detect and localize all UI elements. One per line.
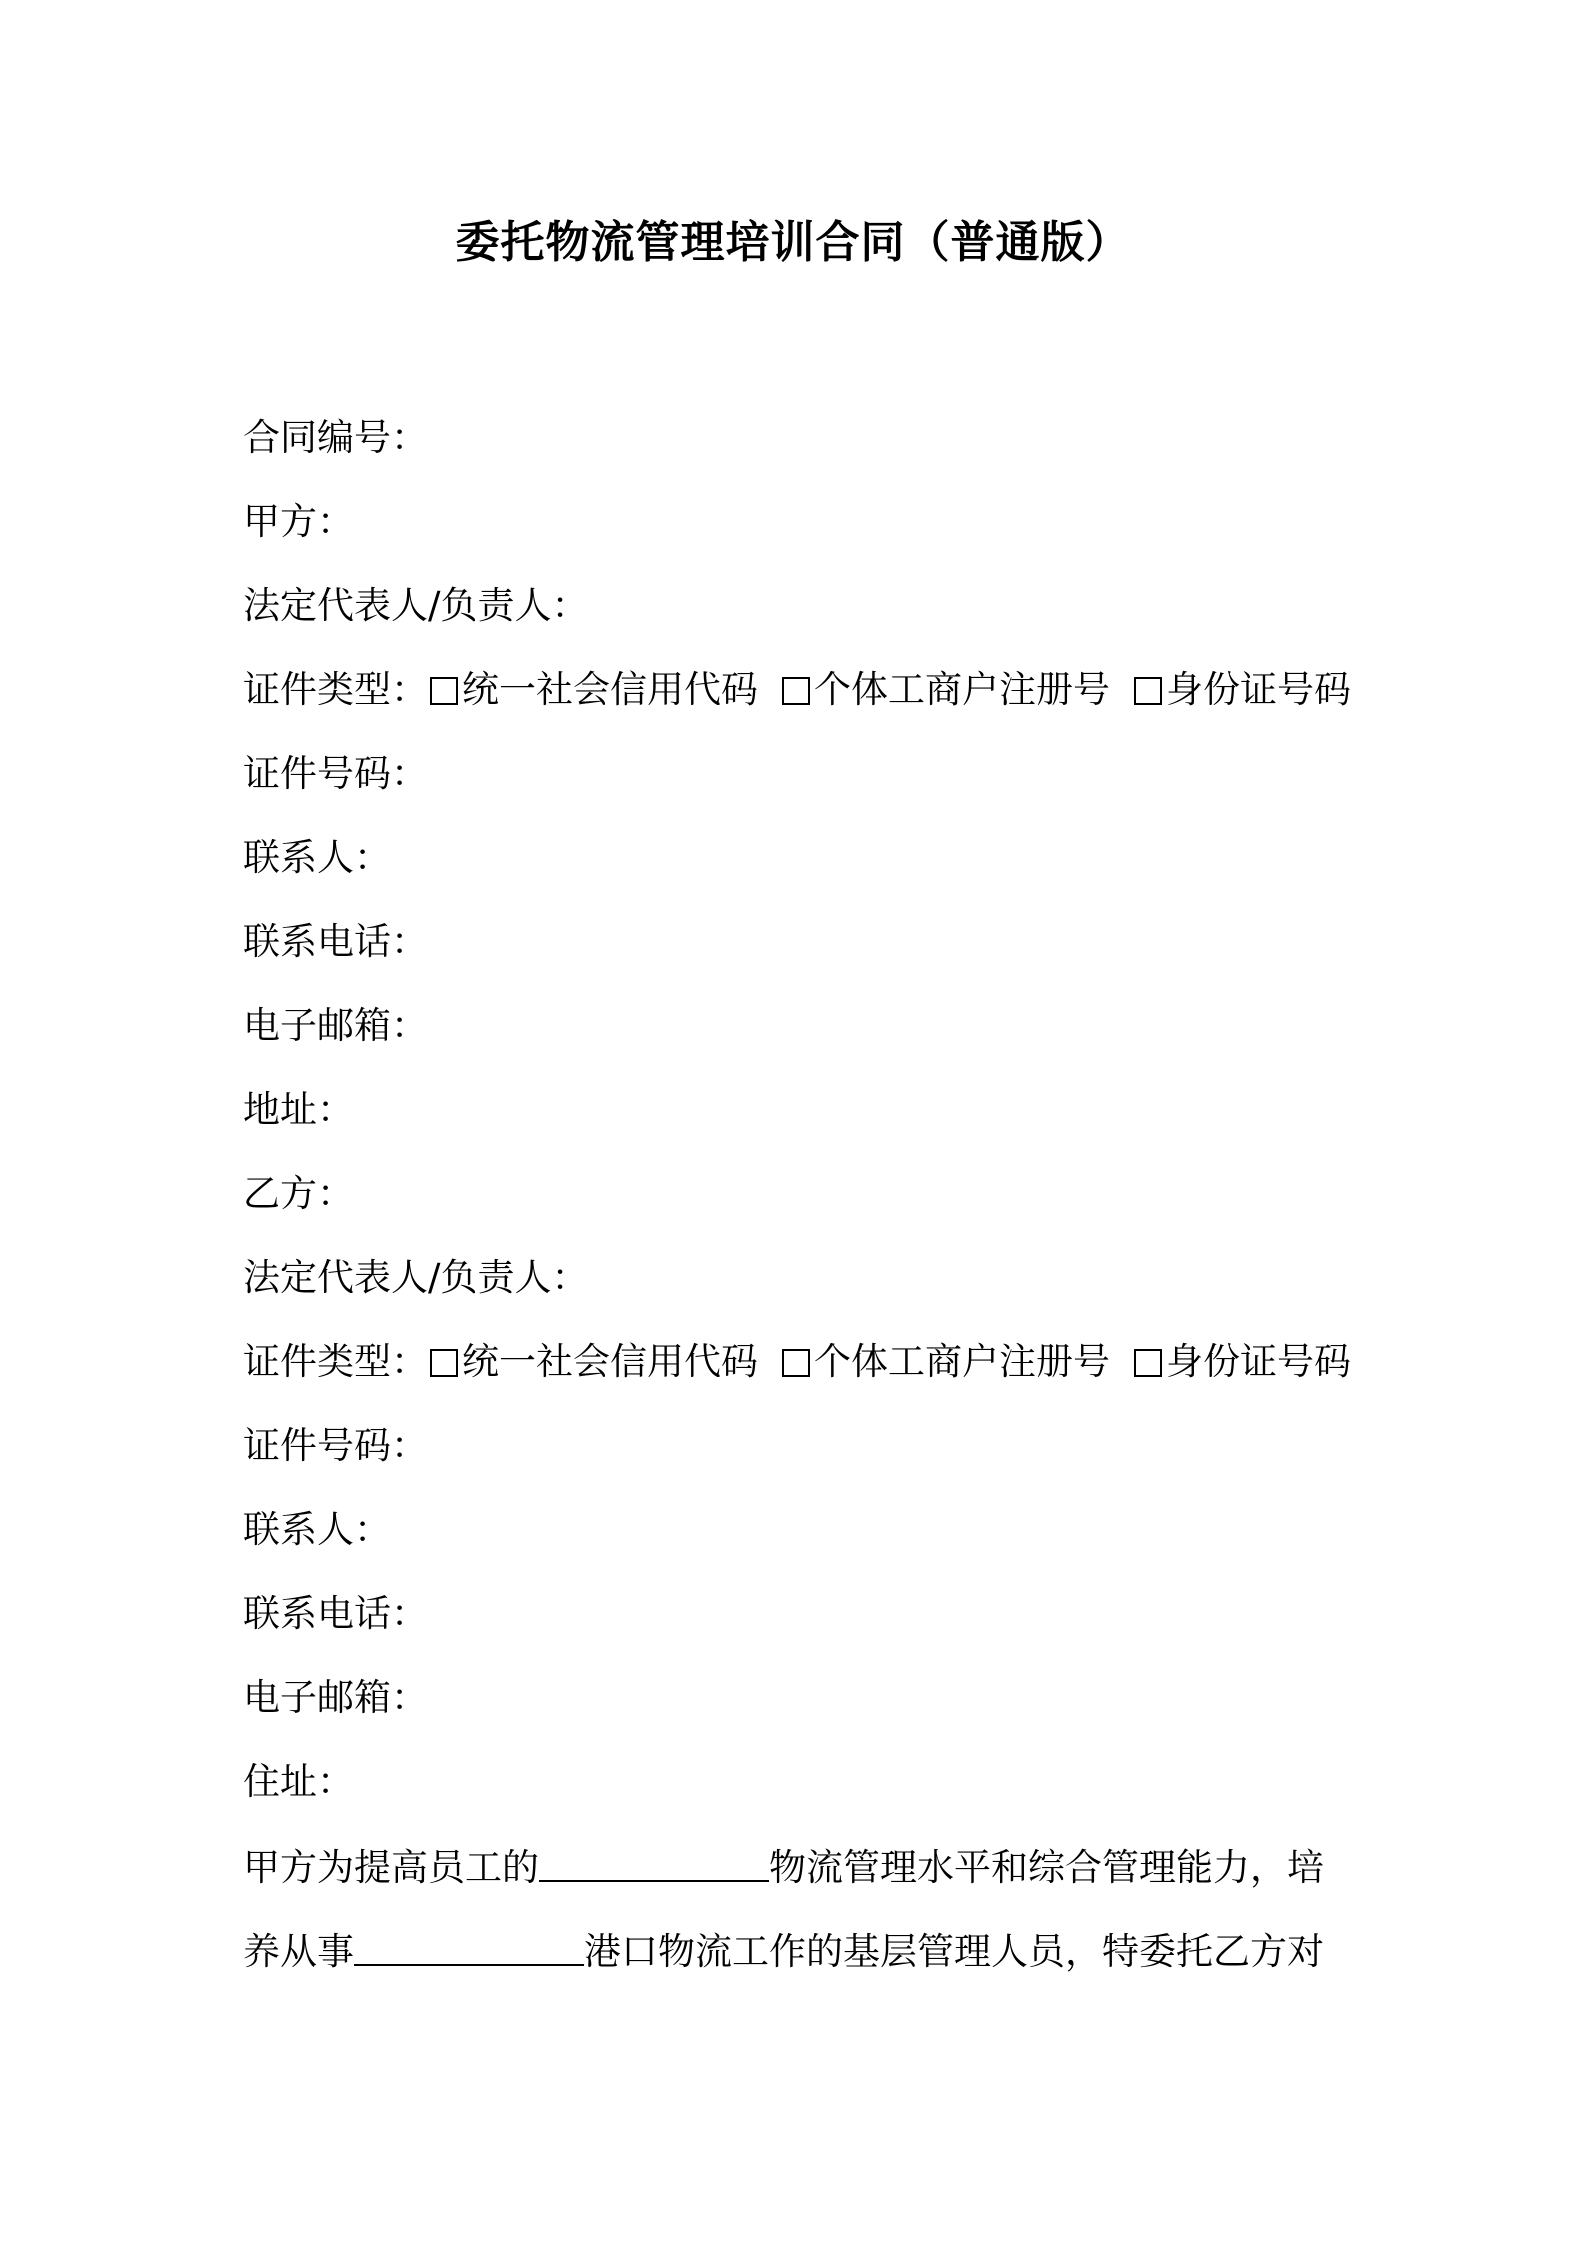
checkbox-icon[interactable] xyxy=(1134,1349,1162,1377)
party-b-id-type-field xyxy=(243,1332,1353,1416)
field-label: 联系人： xyxy=(243,1508,391,1551)
party-a-id-number-field xyxy=(243,744,1353,828)
party-b-id-number-field xyxy=(243,1416,1353,1500)
field-label: 证件号码： xyxy=(243,1424,428,1467)
id-type-option[interactable] xyxy=(428,668,758,711)
field-label: 甲方： xyxy=(243,500,354,543)
field-label: 电子邮箱： xyxy=(243,1004,428,1047)
id-type-option[interactable] xyxy=(428,1340,758,1383)
party-a-contact-field xyxy=(243,828,1353,912)
field-label: 地址： xyxy=(243,1088,354,1131)
paragraph-text: 港口物流工作的基层管理人员，特委托乙方对 xyxy=(584,1930,1324,1973)
option-label: 统一社会信用代码 xyxy=(462,668,758,711)
field-label: 联系电话： xyxy=(243,1592,428,1635)
field-label: 法定代表人/负责人： xyxy=(243,1256,589,1299)
option-label: 身份证号码 xyxy=(1166,668,1351,711)
party-b-address-field xyxy=(243,1752,1353,1836)
party-b-phone-field xyxy=(243,1584,1353,1668)
field-label: 电子邮箱： xyxy=(243,1676,428,1719)
fill-in-blank[interactable] xyxy=(539,1836,769,1882)
paragraph-line xyxy=(243,1920,1353,2004)
paragraph-line xyxy=(243,1836,1353,1920)
checkbox-icon[interactable] xyxy=(782,1349,810,1377)
field-label: 住址： xyxy=(243,1760,354,1803)
contract-body xyxy=(243,408,1353,2004)
party-a-phone-field xyxy=(243,912,1353,996)
contract-number-field xyxy=(243,408,1353,492)
field-label: 证件号码： xyxy=(243,752,428,795)
id-type-option[interactable] xyxy=(780,668,1110,711)
party-a-email-field xyxy=(243,996,1353,1080)
party-a-field xyxy=(243,492,1353,576)
option-label: 个体工商户注册号 xyxy=(814,668,1110,711)
field-label: 联系人： xyxy=(243,836,391,879)
checkbox-icon[interactable] xyxy=(430,677,458,705)
party-b-field xyxy=(243,1164,1353,1248)
party-a-representative-field xyxy=(243,576,1353,660)
paragraph-text: 甲方为提高员工的 xyxy=(243,1846,539,1889)
field-label: 证件类型： xyxy=(243,668,428,711)
page-title: 委托物流管理培训合同（普通版） xyxy=(455,217,1131,268)
option-label: 统一社会信用代码 xyxy=(462,1340,758,1383)
checkbox-icon[interactable] xyxy=(1134,677,1162,705)
field-label: 联系电话： xyxy=(243,920,428,963)
id-type-option[interactable] xyxy=(1132,1340,1351,1383)
checkbox-icon[interactable] xyxy=(430,1349,458,1377)
fill-in-blank[interactable] xyxy=(354,1920,584,1966)
field-label: 合同编号： xyxy=(243,416,428,459)
field-label: 证件类型： xyxy=(243,1340,428,1383)
paragraph-text: 养从事 xyxy=(243,1930,354,1973)
field-label: 法定代表人/负责人： xyxy=(243,584,589,627)
party-b-email-field xyxy=(243,1668,1353,1752)
id-type-option[interactable] xyxy=(1132,668,1351,711)
paragraph-text: 物流管理水平和综合管理能力，培 xyxy=(769,1846,1324,1889)
party-a-address-field xyxy=(243,1080,1353,1164)
party-b-representative-field xyxy=(243,1248,1353,1332)
option-label: 身份证号码 xyxy=(1166,1340,1351,1383)
party-a-id-type-field xyxy=(243,660,1353,744)
field-label: 乙方： xyxy=(243,1172,354,1215)
id-type-option[interactable] xyxy=(780,1340,1110,1383)
party-b-contact-field xyxy=(243,1500,1353,1584)
option-label: 个体工商户注册号 xyxy=(814,1340,1110,1383)
checkbox-icon[interactable] xyxy=(782,677,810,705)
